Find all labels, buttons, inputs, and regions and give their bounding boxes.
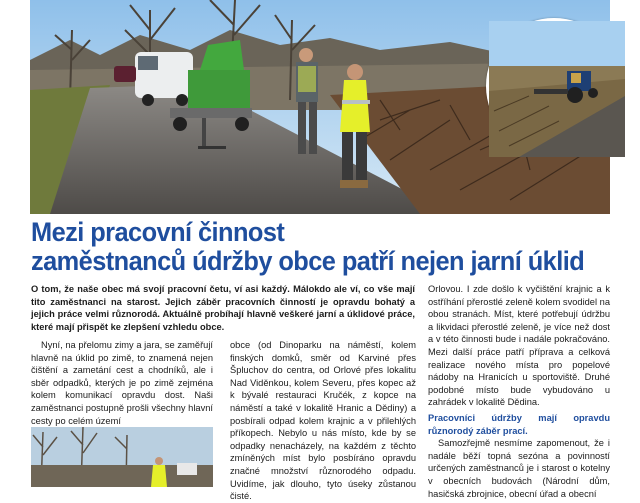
headline-line-1: Mezi pracovní činnost — [31, 217, 285, 247]
column-3-subheading: Pracovníci údržby mají opravdu různorodý záběr prací. — [428, 412, 610, 436]
column-2-paragraph: obce (od Dinoparku na náměstí, kolem finských domků, směr od Karviné přes Špluchov do centra, od Orlové přes lokalitu Nad Viděnkou, kolem Severu, přes kopec až k bývalé restauraci Kručék, z kopce na náměstí a také v lokalitě Hranic a Dědiny) a posbírali odpad kolem krajnic a v přilehlých příkopech. Nebylo u nás místo, kde by se odpadky nenacházely, na každém z těchto zmíněných míst bylo posbíráno opravdu značné množství různorodého odpadu. Uvidíme, jak dlouho, tyto úseky zůstanou čisté. — [230, 340, 416, 502]
headline-line-2: zaměstnanců údržby obce patří nejen jarní úklid — [31, 246, 585, 276]
column-3-paragraph-2: Samozřejmě nesmíme zapomenout, že i nadále běží topná sezóna a povinností určených zaměstnanců je i starost o kotelny v obecních budovách (Národní dům, hasičská zbrojnice, obecní úřad a obecní — [428, 438, 610, 499]
column-1-paragraph: Nyní, na přelomu zimy a jara, se zaměřují hlavně na úklid po zimě, to znamená nejen čištění a zametání cest a chodníků, ale i sběr odpadků, kterých je po zimě zejména kolem komunikací opravdu dost. Naši zaměstnanci postupně prošli všechny hlavní cesty po celém území — [31, 340, 213, 426]
second-photo — [31, 427, 213, 487]
column-3 — [428, 283, 610, 500]
column-1 — [31, 339, 213, 427]
article-lead: O tom, že naše obec má svojí pracovní četu, ví asi každý. Málokdo ale ví, co vše mají tito zaměstnanci na starost. Jejich záběr pracovních činností je opravdu bohatý a jejich práce velmi různorodá. Aktuálně probíhají hlavně veškeré jarní a úklidové práce, které mají přispět ke zlepšení vzhledu obce. — [31, 284, 415, 332]
inset-photo-scene — [489, 21, 625, 157]
column-2 — [230, 339, 416, 503]
column-3-paragraph-1: Orlovou. I zde došlo k vyčištění krajnic a k ostříhání přerostlé zeleně kolem svodidel na obou stranách. Míst, které potřebují údržbu a likvidaci přerostlé zeleně, je více než dost a v této činnosti bude i nadále pokračováno. Mezi další práce patří příprava a celková realizace nového místa pro popelové nádoby na Hranicích u sportoviště. Druhé podobné místo bude vybudováno u zahrádek v lokalitě Dědina. — [428, 284, 610, 408]
second-photo-scene — [31, 427, 213, 487]
article-headline — [31, 218, 586, 276]
inset-photo-tractor — [486, 18, 622, 154]
